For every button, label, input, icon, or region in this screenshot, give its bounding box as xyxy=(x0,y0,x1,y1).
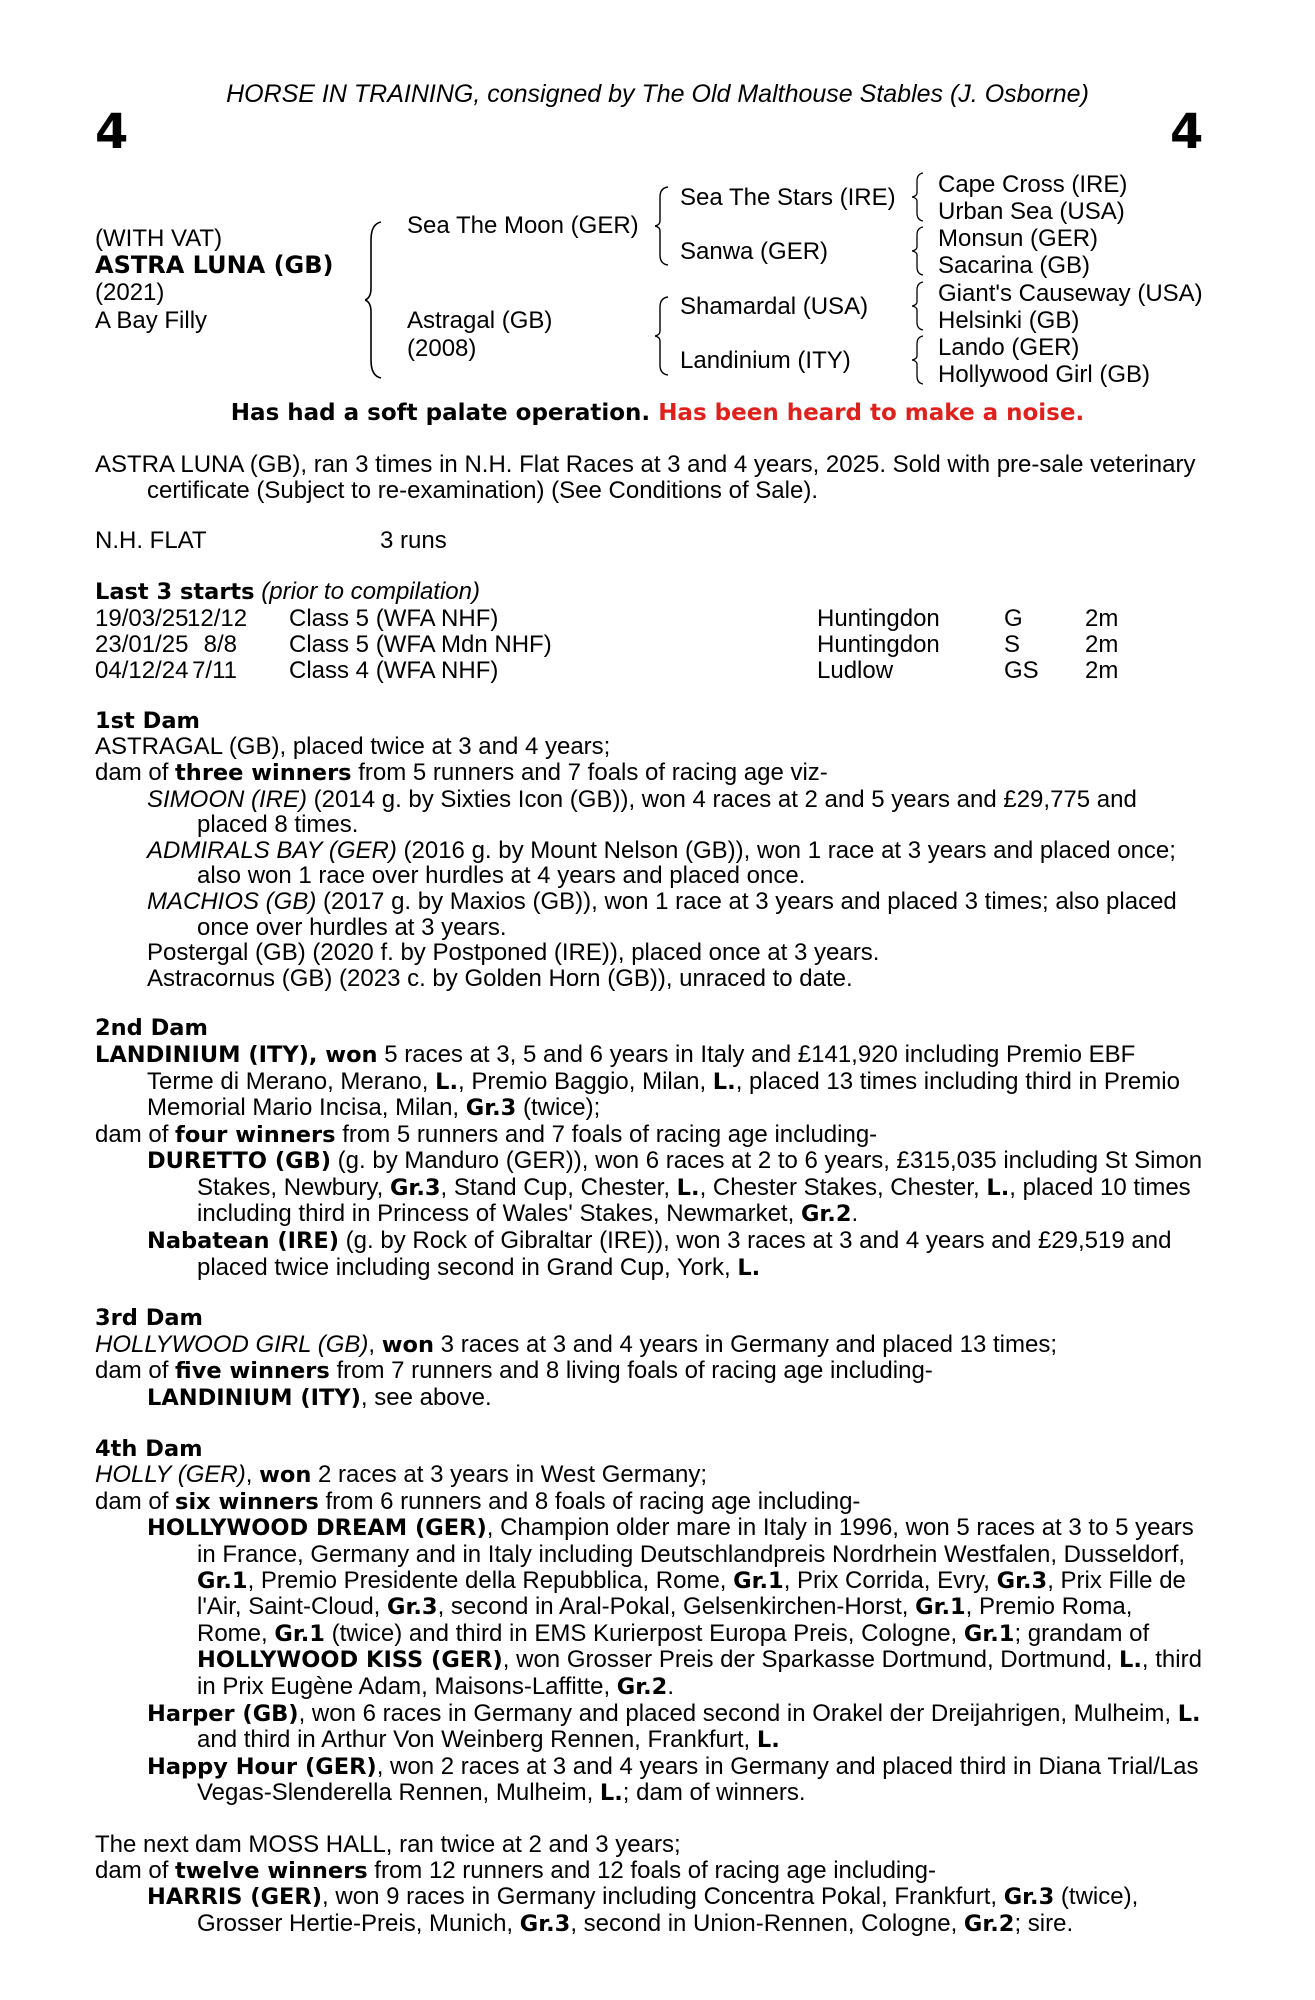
text: (twice); xyxy=(516,1094,601,1122)
vat-label: (WITH VAT) xyxy=(95,225,223,252)
group-badge: Gr.3 xyxy=(465,1095,517,1122)
text: from 5 runners and 7 foals of racing age viz- xyxy=(351,758,828,786)
ggp-sacarina: Sacarina (GB) xyxy=(938,252,1091,279)
start-race: Class 4 (WFA NHF) xyxy=(289,656,499,684)
group-badge: Gr.1 xyxy=(274,1620,325,1647)
produce-entry: HOLLYWOOD DREAM (GER), Champion older mare in Italy in 1996, won 5 races at 3 to 5 years in France, Germany and in Italy including Deutschlandpreis Nordrhein Westfalen, Dusseldorf, Gr.1, Premio Presidente della Repubblica, Rome, Gr.1, Prix Corrida, Evry, Gr.3, Prix Fille de l'Air, Saint-Cloud, Gr.3, second in Aral-Pokal, Gelsenkirchen-Horst, Gr.1, Premio Roma, Rome, Gr.1 (twice) and third in EMS Kurierpost Europa Preis, Cologne, Gr.1; grandam of HOLLYWOOD KISS (GER), won Grosser Preis der Sparkasse Dortmund, Dortmund, L., third in Prix Eugène Adam, Maisons-Laffitte, Gr.2. xyxy=(147,1514,1202,1700)
medical-notice xyxy=(0,400,1315,426)
listed-badge: L. xyxy=(435,1068,459,1095)
record-runs: 3 runs xyxy=(380,527,447,555)
text: (g. by Manduro (GER)), won 6 races at 2 to 6 years, £315,035 including St Simon Stakes, Newbury, xyxy=(197,1147,1203,1201)
produce-entry xyxy=(95,1754,1205,1807)
dam3-heading: 3rd Dam xyxy=(95,1305,203,1332)
sire-sire: Sea The Stars (IRE) xyxy=(680,184,896,211)
produce-name: Harper (GB) xyxy=(147,1700,299,1727)
ggp-cape-cross: Cape Cross (IRE) xyxy=(938,171,1128,198)
last-starts-note: (prior to compilation) xyxy=(261,578,480,606)
listed-badge: L. xyxy=(756,1727,780,1754)
start-date: 23/01/25 xyxy=(95,630,189,658)
text: , second in Union-Rennen, Cologne, xyxy=(570,1909,964,1937)
text: , xyxy=(245,1461,260,1489)
start-race: Class 5 (WFA Mdn NHF) xyxy=(289,630,552,658)
text: 5 races at 3, 5 and 6 years in Italy and £141,920 including Premio EBF Terme di Merano, Merano, xyxy=(147,1040,1136,1095)
produce-name: Happy Hour (GER) xyxy=(147,1753,377,1780)
winners-count: three winners xyxy=(175,759,352,786)
soft-palate-notice: Has had a soft palate operation. xyxy=(230,400,651,426)
sire-dam: Sanwa (GER) xyxy=(680,238,829,265)
record-label: N.H. FLAT xyxy=(95,527,207,555)
won-label: won xyxy=(381,1331,435,1358)
ggp-monsun: Monsun (GER) xyxy=(938,225,1099,252)
dam-name: LANDINIUM (ITY), won xyxy=(95,1041,378,1068)
text: dam of xyxy=(95,1487,176,1515)
start-position: 8/8 xyxy=(203,630,237,658)
dam-name: HOLLYWOOD GIRL (GB) xyxy=(95,1330,369,1358)
text: , Premio Presidente della Repubblica, Rome, xyxy=(247,1566,734,1594)
produce-name: HOLLYWOOD DREAM (GER) xyxy=(147,1515,487,1542)
text: , Champion older mare in Italy in 1996, won 5 races at 3 to 5 years in France, Germany and in Italy including Deutschlandpreis Nordrhein Westfalen, Dusseldorf, xyxy=(197,1514,1194,1568)
sire-name: Sea The Moon (GER) xyxy=(407,212,639,239)
group-badge: Gr.3 xyxy=(387,1594,438,1621)
dam3-produce-line xyxy=(95,1358,1205,1385)
start-distance: 2m xyxy=(1085,604,1119,632)
ggp-giants-causeway: Giant's Causeway (USA) xyxy=(938,280,1203,307)
winners-count: twelve winners xyxy=(175,1857,368,1884)
catalogue-content xyxy=(95,452,1205,1937)
produce-name: MACHIOS (GB) xyxy=(147,887,317,915)
produce-name: DURETTO (GB) xyxy=(147,1148,331,1175)
text: from 6 runners and 8 foals of racing age including- xyxy=(318,1487,861,1515)
group-badge: Gr.3 xyxy=(519,1910,571,1937)
lot-number-right: 4 xyxy=(1170,104,1204,160)
noise-notice: Has been heard to make a noise. xyxy=(658,400,1085,426)
text: from 7 runners and 8 living foals of racing age including- xyxy=(329,1357,933,1385)
text: , won 6 races in Germany and placed second in Orakel der Dreijahrigen, Mulheim, xyxy=(298,1699,1178,1727)
produce-entry xyxy=(95,1701,1205,1754)
listed-badge: L. xyxy=(1177,1700,1201,1727)
listed-badge: L. xyxy=(737,1254,761,1281)
dam-dam: Landinium (ITY) xyxy=(680,347,851,374)
text: and third in Arthur Von Weinberg Rennen, Frankfurt, xyxy=(197,1726,757,1754)
start-course: Huntingdon xyxy=(817,630,940,658)
dam-year: (2008) xyxy=(407,335,477,362)
text: ; dam of winners. xyxy=(622,1779,806,1807)
dam-sire: Shamardal (USA) xyxy=(680,293,869,320)
next-dam-line: The next dam MOSS HALL, ran twice at 2 and 3 years; xyxy=(95,1830,681,1858)
text: from 5 runners and 7 foals of racing age including- xyxy=(335,1120,878,1148)
listed-badge: L. xyxy=(676,1174,700,1201)
produce-entry: Astracornus (GB) (2023 c. by Golden Horn (GB)), unraced to date. xyxy=(147,964,853,992)
start-going: S xyxy=(1004,630,1021,658)
produce-entry xyxy=(95,1385,1205,1412)
pedigree-brace-main xyxy=(365,220,385,380)
text: 3 races at 3 and 4 years in Germany and placed 13 times; xyxy=(434,1330,1058,1358)
text: , Premio Roma, Rome, xyxy=(197,1593,1133,1647)
text: , won 9 races in Germany including Concentra Pokal, Frankfurt, xyxy=(322,1883,1004,1911)
produce-entry xyxy=(95,889,1205,940)
text: , second in Aral-Pokal, Gelsenkirchen-Horst, xyxy=(437,1593,916,1621)
dam3-record xyxy=(95,1332,1205,1359)
start-distance: 2m xyxy=(1085,656,1119,684)
dam1-produce-line xyxy=(95,760,1205,787)
listed-badge: L. xyxy=(599,1780,623,1807)
group-badge: Gr.2 xyxy=(963,1910,1015,1937)
race-record xyxy=(95,528,1205,554)
produce-entry xyxy=(95,787,1205,838)
start-row xyxy=(95,632,1205,658)
produce-entry xyxy=(95,1884,1205,1937)
produce-name: LANDINIUM (ITY) xyxy=(147,1385,361,1412)
horse-name: ASTRA LUNA (GB) xyxy=(95,251,334,279)
text: ; grandam of xyxy=(1014,1619,1150,1647)
ggp-helsinki: Helsinki (GB) xyxy=(938,307,1080,334)
produce-name: ADMIRALS BAY (GER) xyxy=(147,836,397,864)
dam-name: HOLLY (GER) xyxy=(95,1461,246,1489)
dam2-record xyxy=(95,1042,1205,1122)
dam4-heading: 4th Dam xyxy=(95,1435,203,1462)
text: 2 races at 3 years in West Germany; xyxy=(311,1461,708,1489)
start-distance: 2m xyxy=(1085,630,1119,658)
ggp-brace-3 xyxy=(912,280,926,332)
start-course: Huntingdon xyxy=(817,604,940,632)
group-badge: Gr.1 xyxy=(197,1567,248,1594)
produce-name: HOLLYWOOD KISS (GER) xyxy=(197,1647,503,1674)
dam1-heading: 1st Dam xyxy=(95,707,200,734)
dam4-produce-line xyxy=(95,1489,1205,1516)
ggp-brace-4 xyxy=(912,334,926,386)
listed-badge: L. xyxy=(712,1068,736,1095)
next-dam-produce-line xyxy=(95,1858,1205,1885)
listed-badge: L. xyxy=(986,1174,1010,1201)
produce-text: (2016 g. by Mount Nelson (GB)), won 1 race at 3 years and placed once; also won 1 race over hurdles at 4 years and placed once. xyxy=(197,836,1176,890)
group-badge: Gr.3 xyxy=(1003,1884,1055,1911)
text: , Prix Corrida, Evry, xyxy=(783,1566,997,1594)
group-badge: Gr.2 xyxy=(616,1673,668,1700)
text: , placed 10 times including third in Princess of Wales' Stakes, Newmarket, xyxy=(197,1173,1191,1228)
text: , third in Prix Eugène Adam, Maisons-Laffitte, xyxy=(197,1646,1202,1700)
produce-text: (2017 g. by Maxios (GB)), won 1 race at 3 years and placed 3 times; also placed once over hurdles at 3 years. xyxy=(197,887,1177,941)
produce-entry xyxy=(95,1228,1205,1281)
lot-number-left: 4 xyxy=(95,104,129,160)
text: dam of xyxy=(95,758,176,786)
start-race: Class 5 (WFA NHF) xyxy=(289,604,499,632)
text: , Stand Cup, Chester, xyxy=(440,1173,677,1201)
group-badge: Gr.1 xyxy=(963,1620,1015,1647)
group-badge: Gr.1 xyxy=(915,1594,966,1621)
text: , won Grosser Preis der Sparkasse Dortmund, Dortmund, xyxy=(502,1646,1120,1674)
ggp-brace-2 xyxy=(912,225,926,277)
produce-name: HARRIS (GER) xyxy=(147,1884,323,1911)
start-row xyxy=(95,658,1205,684)
dam2-heading: 2nd Dam xyxy=(95,1015,208,1042)
produce-entry: Postergal (GB) (2020 f. by Postponed (IRE)), placed once at 3 years. xyxy=(147,939,880,967)
text: , Chester Stakes, Chester, xyxy=(699,1173,987,1201)
start-date: 19/03/25 xyxy=(95,604,189,632)
text: (g. by Rock of Gibraltar (IRE)), won 3 races at 3 and 4 years and £29,519 and placed twice including second in Grand Cup, York, xyxy=(197,1227,1172,1281)
horse-description: A Bay Filly xyxy=(95,307,208,334)
text: , Premio Baggio, Milan, xyxy=(458,1067,713,1095)
ggp-brace-1 xyxy=(912,171,926,223)
summary: ASTRA LUNA (GB), ran 3 times in N.H. Flat Races at 3 and 4 years, 2025. Sold with pre-sale veterinary certificate (Subject to re-examination) (See Conditions of Sale). xyxy=(95,451,1196,504)
dam2-produce-line xyxy=(95,1122,1205,1149)
start-going: GS xyxy=(1004,656,1039,684)
text: , won 2 races at 3 and 4 years in Germany and placed third in Diana Trial/Las Vegas-Slenderella Rennen, Mulheim, xyxy=(197,1752,1199,1807)
text: dam of xyxy=(95,1357,176,1385)
group-badge: Gr.3 xyxy=(389,1174,441,1201)
dam-name: Astragal (GB) xyxy=(407,307,553,334)
group-badge: Gr.1 xyxy=(733,1567,784,1594)
produce-name: SIMOON (IRE) xyxy=(147,785,307,813)
winners-count: five winners xyxy=(175,1358,330,1385)
sire-brace xyxy=(655,185,671,267)
produce-name: Nabatean (IRE) xyxy=(147,1228,339,1255)
winners-count: four winners xyxy=(175,1121,336,1148)
horse-year: (2021) xyxy=(95,279,165,306)
last-starts-heading xyxy=(95,579,1205,606)
produce-entry: DURETTO (GB) (g. by Manduro (GER)), won 6 races at 2 to 6 years, £315,035 including St Simon Stakes, Newbury, Gr.3, Stand Cup, Chester, L., Chester Stakes, Chester, L., placed 10 times including third in Princess of Wales' Stakes, Newmarket, Gr.2. xyxy=(147,1147,1203,1228)
start-position: 12/12 xyxy=(187,604,248,632)
text: dam of xyxy=(95,1856,176,1884)
text: , xyxy=(368,1330,382,1358)
text: from 12 runners and 12 foals of racing age including- xyxy=(367,1856,936,1884)
text: , placed 13 times including third in Premio Memorial Mario Incisa, Milan, xyxy=(147,1067,1180,1122)
start-date: 04/12/24 xyxy=(95,656,189,684)
produce-text: (2014 g. by Sixties Icon (GB)), won 4 races at 2 and 5 years and £29,775 and placed 8 times. xyxy=(197,785,1137,839)
text: ; sire. xyxy=(1014,1909,1074,1937)
dam-brace xyxy=(655,295,671,377)
produce-entry xyxy=(95,838,1205,889)
start-row xyxy=(95,606,1205,632)
last-starts-title: Last 3 starts xyxy=(95,579,255,606)
group-badge: Gr.2 xyxy=(800,1201,852,1228)
dam4-record xyxy=(95,1462,1205,1489)
dam1-line: ASTRAGAL (GB), placed twice at 3 and 4 years; xyxy=(95,733,611,761)
winners-count: six winners xyxy=(175,1488,319,1515)
text: dam of xyxy=(95,1120,176,1148)
start-position: 7/11 xyxy=(192,656,237,684)
text: , Prix Fille de l'Air, Saint-Cloud, xyxy=(197,1566,1186,1621)
ggp-lando: Lando (GER) xyxy=(938,334,1080,361)
page-title: HORSE IN TRAINING, consigned by The Old Malthouse Stables (J. Osborne) xyxy=(226,80,1089,108)
listed-badge: L. xyxy=(1119,1647,1142,1674)
text: , see above. xyxy=(360,1384,492,1412)
ggp-urban-sea: Urban Sea (USA) xyxy=(938,198,1125,225)
text: (twice) and third in EMS Kurierpost Europa Preis, Cologne, xyxy=(324,1619,964,1647)
group-badge: Gr.3 xyxy=(996,1567,1048,1594)
ggp-hollywood-girl: Hollywood Girl (GB) xyxy=(938,361,1151,388)
text: (twice), Grosser Hertie-Preis, Munich, xyxy=(197,1883,1139,1937)
won-label: won xyxy=(259,1462,312,1489)
start-going: G xyxy=(1004,604,1023,632)
start-course: Ludlow xyxy=(817,656,894,684)
